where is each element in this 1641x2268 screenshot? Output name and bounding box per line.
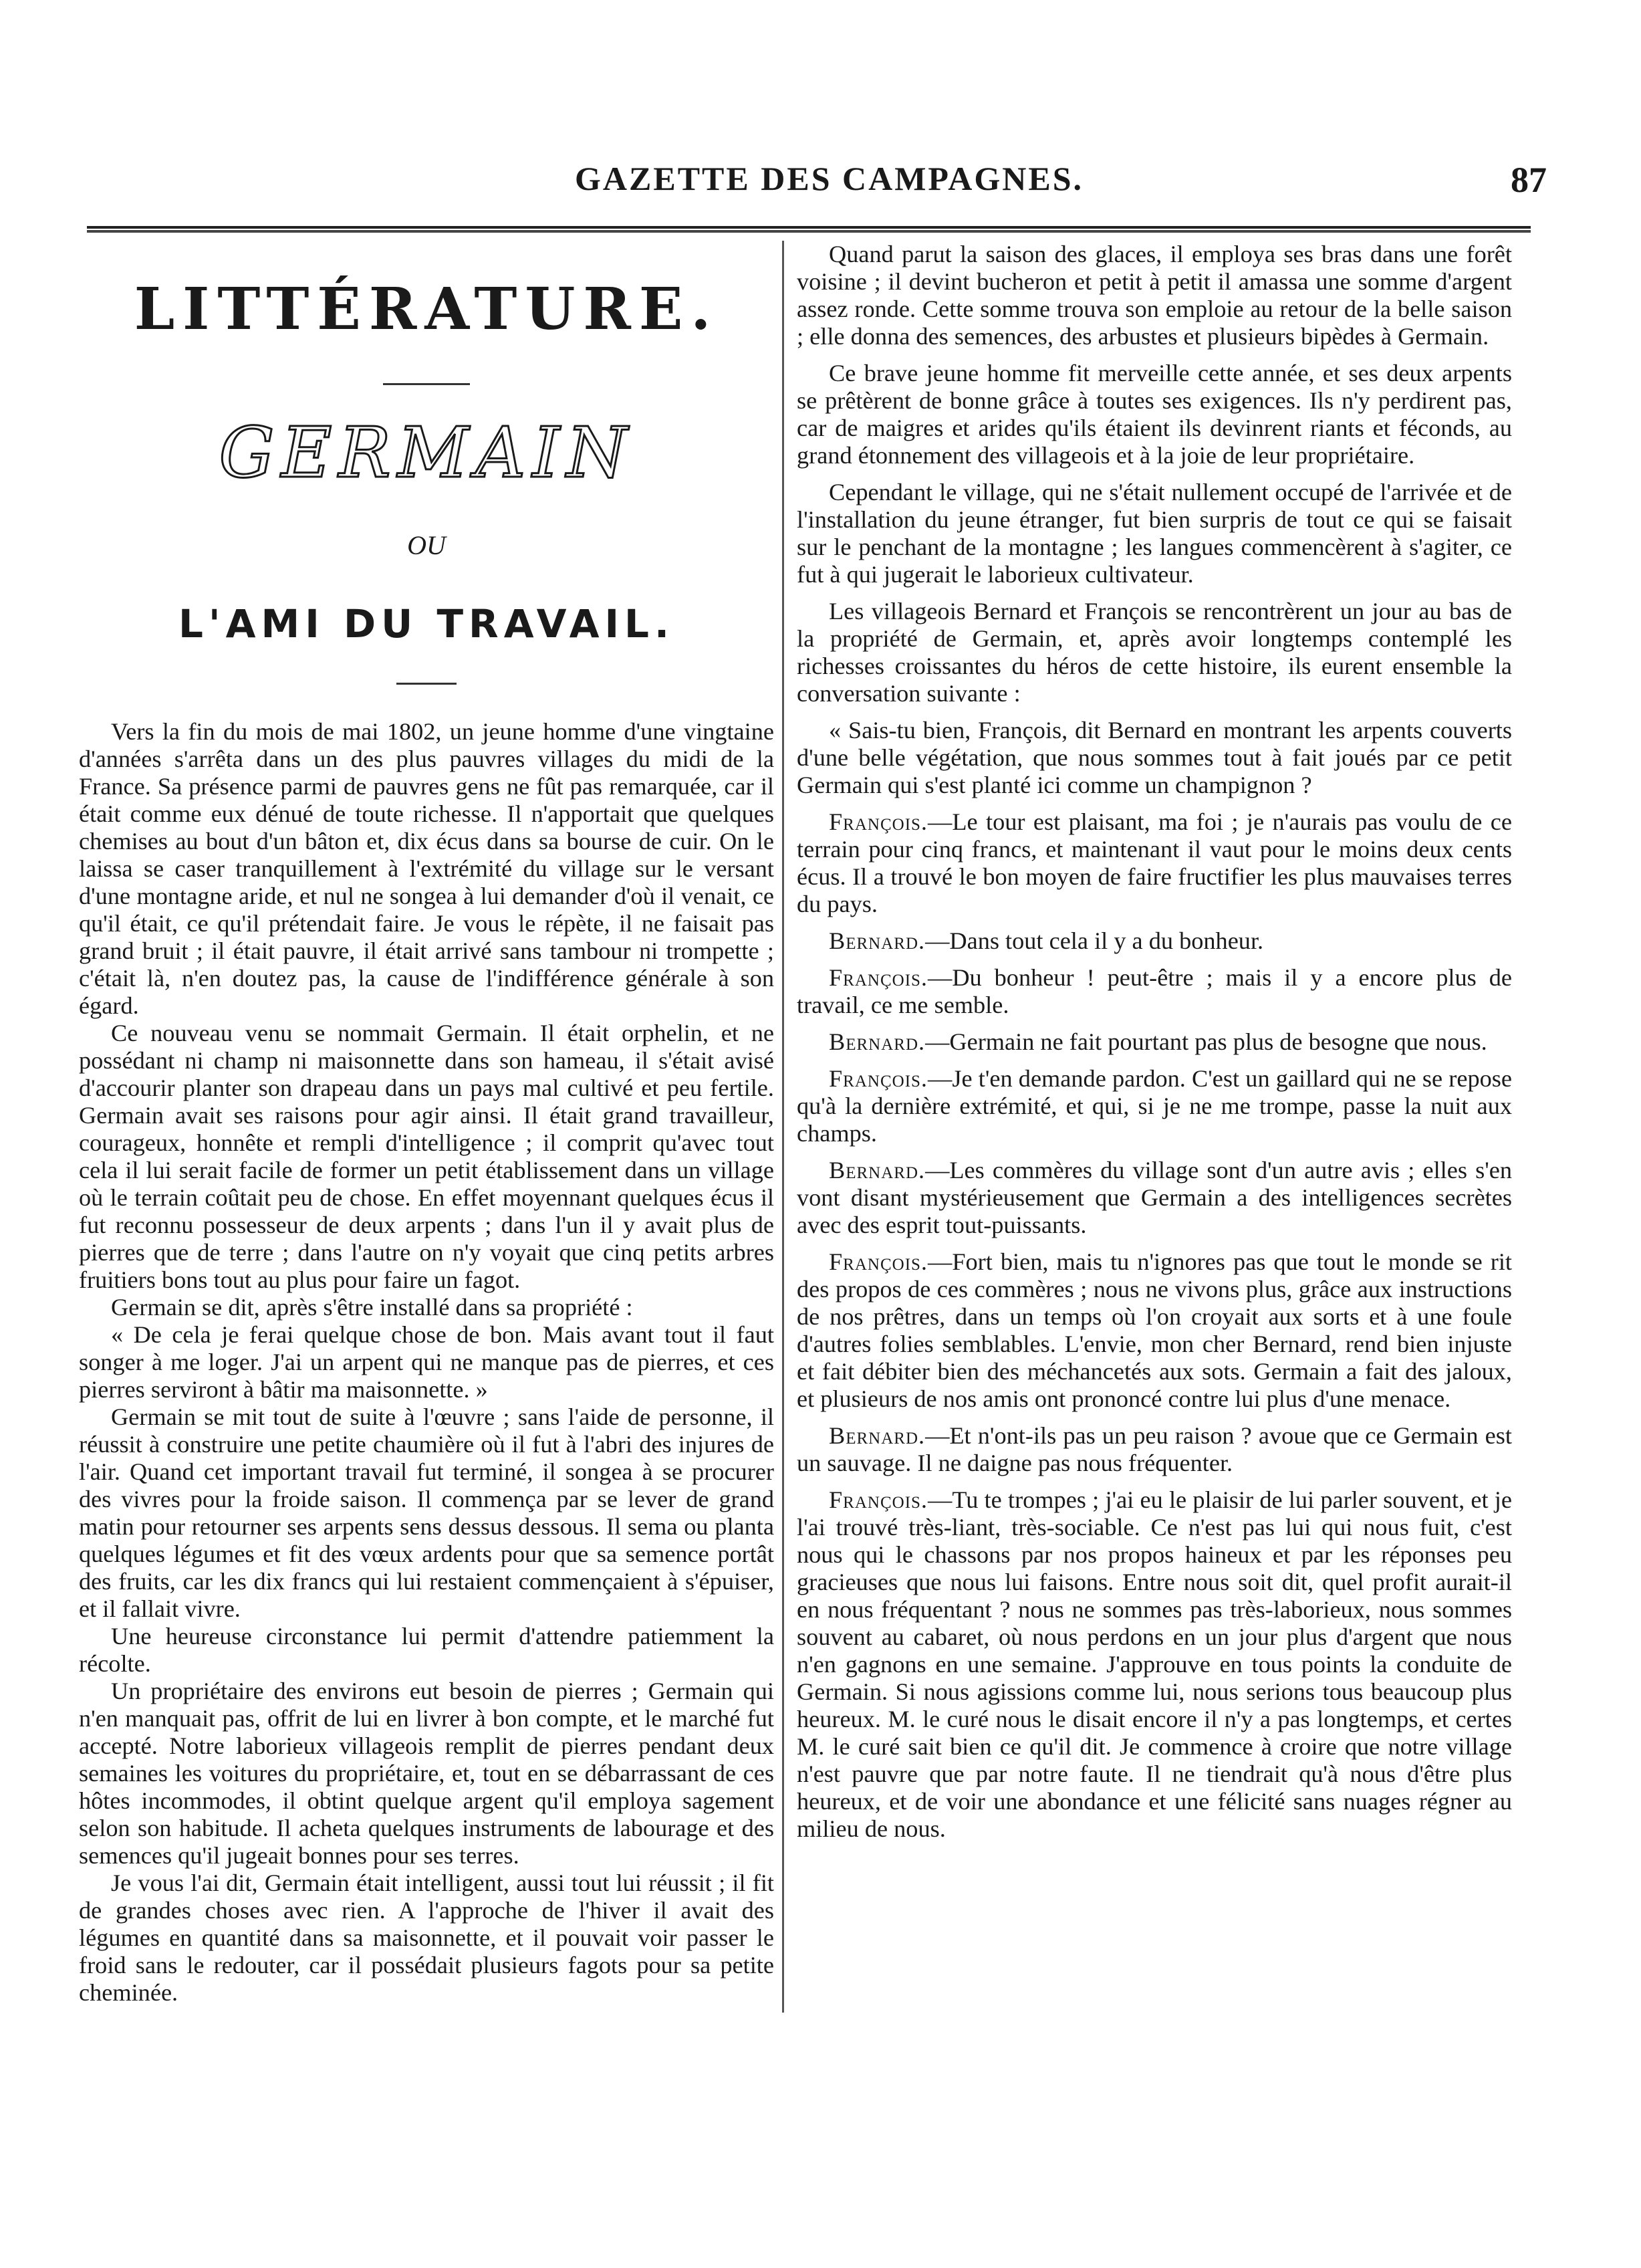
paragraph: Ce nouveau venu se nommait Germain. Il était orphelin, et ne possédant ni champ ni maisonnette dans son hameau, il s'était avisé d'accourir planter son drapeau dans un pays mal cultivé et peu fertile. Germain avait ses raisons pour agir ainsi. Il était grand travailleur, courageux, honnête et rempli d'intelligence ; il comprit qu'avec tout cela il lui serait facile de former un petit établissement dans un village où le terrain coûtait peu de chose. En effet moyennant quelques écus il fut reconnu possesseur de deux arpents ; dans l'un il y avait plus de pierres que de terre ; dans l'autre on n'y voyait que cinq petits arbres fruitiers bons tout au plus pour faire un fagot.	[79, 1020, 774, 1293]
paragraph: Les villageois Bernard et François se rencontrèrent un jour au bas de la propriété de Germain, et, après avoir longtemps contemplé les richesses croissantes du héros de cette histoire, ils eurent ensemble la conversation suivante :	[797, 598, 1512, 707]
paragraph: Germain se mit tout de suite à l'œuvre ; sans l'aide de personne, il réussit à construire une petite chaumière où il fut à l'abri des injures de l'air. Quand cet important travail fut terminé, il songea à se procurer des vivres pour la froide saison. Il commença par se lever de grand matin pour retourner ses arpents sens dessus dessous. Il sema ou planta quelques légumes et fit des vœux ardents pour que sa semence portât des fruits, car les dix francs qui lui restaient commençaient à s'épuiser, et il fallait vivre.	[79, 1403, 774, 1622]
dialogue-line	[797, 1028, 1512, 1056]
paragraph: « De cela je ferai quelque chose de bon. Mais avant tout il faut songer à me loger. J'ai un arpent qui ne manque pas de pierres, et ces pierres serviront à bâtir ma maisonnette. »	[79, 1321, 774, 1403]
column-divider	[782, 241, 784, 2013]
story-subtitle: L'AMI DU TRAVAIL.	[178, 601, 675, 647]
dialogue-text: —Fort bien, mais tu n'ignores pas que tout le monde se rit des propos de ces commères ; nous ne vivons plus, grâce aux instructions de nos prêtres, dans un temps où l'on croyait aux sorts et à une foule d'autres folies semblables. L'envie, mon cher Bernard, rend bien injuste et fait débiter bien des méchancetés aux sots. Germain a fait des jaloux, et plusieurs de nos amis ont prononcé contre lui plus d'une menace.	[797, 1248, 1512, 1412]
speaker-name: François.	[829, 1486, 928, 1513]
speaker-name: Bernard.	[829, 927, 926, 954]
dialogue-line	[797, 964, 1512, 1019]
speaker-name: Bernard.	[829, 1157, 926, 1183]
paragraph: Quand parut la saison des glaces, il employa ses bras dans une forêt voisine ; il devint bucheron et petit à petit il amassa une somme d'argent assez ronde. Cette somme trouva son emploie au retour de la belle saison ; elle donna des semences, des arbustes et plusieurs bipèdes à Germain.	[797, 241, 1512, 350]
paragraph: Vers la fin du mois de mai 1802, un jeune homme d'une vingtaine d'années s'arrêta dans un des plus pauvres villages du midi de la France. Sa présence parmi de pauvres gens ne fût pas remarquée, car il était comme eux dénué de toute richesse. Il n'apportait que quelques chemises au bout d'un bâton et, dix écus dans sa bourse de cuir. On le laissa se caser tranquillement à l'extrémité du village sur le versant d'une montagne aride, et nul ne songea à lui demander d'où il venait, ce qu'il était, ce qu'il prétendait faire. Je vous le répète, il ne faisait pas grand bruit ; il était pauvre, il était arrivé sans tambour ni trompette ; c'était là, n'en doutez pas, la cause de l'indifférence générale à son égard.	[79, 718, 774, 1019]
title-rule	[383, 383, 470, 385]
paragraph: Je vous l'ai dit, Germain était intelligent, aussi tout lui réussit ; il fit de grandes choses avec rien. A l'approche de l'hiver il avait des légumes en quantité dans sa maisonnette, et il pouvait voir passer le froid sans le redouter, car il possédait plusieurs fagots pour sa petite cheminée.	[79, 1869, 774, 2006]
paragraph: Germain se dit, après s'être installé dans sa propriété :	[111, 1294, 633, 1321]
paragraph: Ce brave jeune homme fit merveille cette année, et ses deux arpents se prêtèrent de bonne grâce à toutes ses exigences. Ils n'y perdirent pas, car de maigres et arides qu'ils étaient ils devinrent riants et féconds, au grand étonnement des villageois et à la joie de leur propriétaire.	[797, 360, 1512, 469]
dialogue-line	[797, 1248, 1512, 1413]
page-number: 87	[1511, 160, 1547, 200]
subtitle-rule	[396, 683, 457, 685]
dialogue-text: —Tu te trompes ; j'ai eu le plaisir de lui parler souvent, et je l'ai trouvé très-liant, très-sociable. Ce n'est pas lui qui nous fuit, c'est nous qui le chassons par nos propos haineux et par les réponses peu gracieuses que nous lui faisons. Entre nous soit dit, quel profit aurait-il en nous fréquentant ? nous ne sommes pas très-laborieux, nous sommes souvent au cabaret, où nous perdons en un jour plus d'argent que nous n'en gagnons en une semaine. J'approuve en tous points la conduite de Germain. Si nous agissions comme lui, nous serions tous beaucoup plus heureux. M. le curé nous le disait encore il n'y a pas longtemps, et certes M. le curé sait bien ce qu'il dit. Je commence à croire que notre village n'est pauvre que par notre faute. Il ne tiendrait qu'à nous d'être plus heureux, et de voir une abondance et une félicité sans nuages régner au milieu de nous.	[797, 1486, 1512, 1842]
dialogue-text: —Le tour est plaisant, ma foi ; je n'aurais pas voulu de ce terrain pour cinq francs, et maintenant il vaut pour le moins deux cents écus. Il a trouvé le bon moyen de faire fructifier les plus mauvaises terres du pays.	[797, 808, 1512, 917]
header-rule	[87, 226, 1531, 233]
story-ou: OU	[407, 530, 446, 560]
page-header	[0, 159, 1641, 199]
running-title: GAZETTE DES CAMPAGNES.	[575, 160, 1084, 197]
speaker-name: Bernard.	[829, 1422, 926, 1449]
speaker-name: François.	[829, 1248, 928, 1275]
dialogue-line	[797, 1157, 1512, 1239]
speaker-name: Bernard.	[829, 1028, 926, 1055]
dialogue-text: —Dans tout cela il y a du bonheur.	[925, 927, 1264, 954]
paragraph: « Sais-tu bien, François, dit Bernard en montrant les arpents couverts d'une belle végétation, que nous sommes tout à fait joués par ce petit Germain qui s'est planté ici comme un champignon ?	[797, 717, 1512, 798]
dialogue-line	[797, 1486, 1512, 1843]
dialogue-text: —Les commères du village sont d'un autre avis ; elles s'en vont disant mystérieusement que Germain a des intelligences secrètes avec des esprit tout-puissants.	[797, 1157, 1512, 1238]
right-column	[797, 241, 1512, 1852]
dialogue-text: —Je t'en demande pardon. C'est un gaillard qui ne se repose qu'à la dernière extrémité, et qui, si je ne me trompe, passe la nuit aux champs.	[797, 1065, 1512, 1147]
paragraph: Cependant le village, qui ne s'était nullement occupé de l'arrivée et de l'installation du jeune étranger, fut bien surpris de tout ce qui se faisait sur le penchant de la montagne ; les langues commencèrent à s'agiter, ce fut à qui jugerait le laborieux cultivateur.	[797, 479, 1512, 588]
dialogue-line	[797, 1422, 1512, 1477]
dialogue-line	[797, 1065, 1512, 1147]
paragraph: Une heureuse circonstance lui permit d'attendre patiemment la récolte.	[79, 1623, 774, 1677]
speaker-name: François.	[829, 964, 928, 991]
speaker-name: François.	[829, 808, 928, 835]
dialogue-line	[797, 808, 1512, 918]
paragraph: Un propriétaire des environs eut besoin de pierres ; Germain qui n'en manquait pas, offrit de lui en livrer à bon compte, et le marché fut accepté. Notre laborieux villageois remplit de pierres pendant deux semaines les voitures du propriétaire, et, tout en se débarrassant de ces hôtes incommodes, il obtint quelque argent qu'il employa sagement selon son habitude. Il acheta quelques instruments de labourage et des semences qu'il jugeait bonnes pour ses terres.	[79, 1678, 774, 1869]
dialogue-text: —Et n'ont-ils pas un peu raison ? avoue que ce Germain est un sauvage. Il ne daigne pas nous fréquenter.	[797, 1422, 1512, 1476]
section-title: LITTÉRATURE.	[134, 275, 719, 343]
story-title: GERMAIN	[219, 412, 634, 493]
left-column	[79, 241, 774, 2007]
dialogue-text: —Germain ne fait pourtant pas plus de besogne que nous.	[925, 1028, 1487, 1055]
dialogue-text: —Du bonheur ! peut-être ; mais il y a encore plus de travail, ce me semble.	[797, 964, 1512, 1018]
speaker-name: François.	[829, 1065, 928, 1092]
dialogue-line	[797, 927, 1512, 955]
